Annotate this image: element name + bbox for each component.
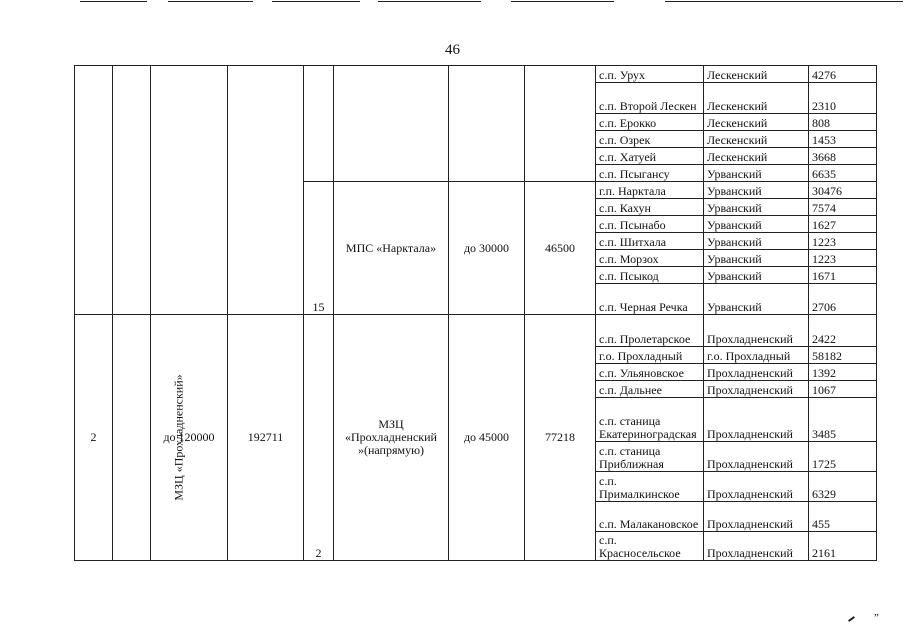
district-cell: Урванский: [704, 284, 809, 315]
settlement-cell: с.п. станица Екатериноградская: [596, 398, 704, 442]
population-cell: 6329: [809, 472, 877, 502]
population-cell: 58182: [809, 347, 877, 364]
row-number-cell: [75, 66, 113, 315]
population-cell: 1453: [809, 131, 877, 148]
row-number-cell: 2: [75, 315, 113, 561]
settlement-cell: с.п. Псыгансу: [596, 165, 704, 182]
population-cell: 2161: [809, 532, 877, 561]
settlement-cell: с.п. Урух: [596, 66, 704, 83]
district-cell: Урванский: [704, 199, 809, 216]
population-cell: 455: [809, 502, 877, 532]
district-cell: Урванский: [704, 250, 809, 267]
zone-name-cell: [113, 66, 151, 315]
population-cell: 2422: [809, 315, 877, 347]
district-cell: Урванский: [704, 165, 809, 182]
population-cell: 3668: [809, 148, 877, 165]
district-cell: Урванский: [704, 233, 809, 250]
signature-mark: [848, 616, 855, 622]
sub-volume-cell: [525, 66, 596, 182]
zone-name-label: МЗЦ «Прохладненский»: [171, 374, 186, 501]
sub-name-cell: МЗЦ «Прохладненский »(напрямую): [334, 315, 449, 561]
population-cell: 6635: [809, 165, 877, 182]
top-rule: [378, 1, 481, 2]
zone-capacity-cell: до 120000: [151, 315, 228, 561]
top-rule: [665, 1, 903, 2]
sub-number-cell: 2: [304, 315, 334, 561]
district-cell: Прохладненский: [704, 532, 809, 561]
sub-name-cell: МПС «Нарктала»: [334, 182, 449, 315]
district-cell: Прохладненский: [704, 364, 809, 381]
district-cell: г.о. Прохладный: [704, 347, 809, 364]
settlement-cell: с.п. Дальнее: [596, 381, 704, 398]
population-cell: 30476: [809, 182, 877, 199]
population-cell: 2706: [809, 284, 877, 315]
settlement-cell: с.п. Кахун: [596, 199, 704, 216]
district-cell: Прохладненский: [704, 472, 809, 502]
district-cell: Урванский: [704, 267, 809, 284]
table-row: [75, 315, 877, 347]
settlement-cell: с.п. Озрек: [596, 131, 704, 148]
settlement-cell: с.п. Хатуей: [596, 148, 704, 165]
district-cell: Прохладненский: [704, 502, 809, 532]
settlement-cell: с.п. Ульяновское: [596, 364, 704, 381]
top-rule: [168, 1, 253, 2]
settlement-cell: г.о. Прохладный: [596, 347, 704, 364]
population-cell: 1392: [809, 364, 877, 381]
sub-capacity-cell: [449, 66, 525, 182]
sub-number-cell: 15: [304, 182, 334, 315]
population-cell: 1725: [809, 442, 877, 472]
sub-volume-cell: 46500: [525, 182, 596, 315]
district-cell: Урванский: [704, 182, 809, 199]
settlement-cell: с.п. Малакановское: [596, 502, 704, 532]
district-cell: Лескенский: [704, 131, 809, 148]
district-cell: Прохладненский: [704, 442, 809, 472]
district-cell: Прохладненский: [704, 398, 809, 442]
settlement-cell: г.п. Нарктала: [596, 182, 704, 199]
settlement-cell: с.п. Ерокко: [596, 114, 704, 131]
settlement-cell: с.п. Псынабо: [596, 216, 704, 233]
sub-capacity-cell: до 45000: [449, 315, 525, 561]
settlement-cell: с.п. Второй Лескен: [596, 83, 704, 114]
top-rule: [80, 1, 147, 2]
top-rule: [511, 1, 614, 2]
population-cell: 7574: [809, 199, 877, 216]
population-cell: 3485: [809, 398, 877, 442]
settlement-cell: с.п. Прималкинское: [596, 472, 704, 502]
population-cell: 1223: [809, 233, 877, 250]
sub-volume-cell: 77218: [525, 315, 596, 561]
zone-volume-cell: [228, 66, 304, 315]
zone-capacity-cell: [151, 66, 228, 315]
district-cell: Лескенский: [704, 83, 809, 114]
table-row: [75, 66, 877, 83]
settlement-cell: с.п. Черная Речка: [596, 284, 704, 315]
district-cell: Прохладненский: [704, 315, 809, 347]
settlement-cell: с.п. Пролетарское: [596, 315, 704, 347]
settlement-cell: с.п. Шитхала: [596, 233, 704, 250]
settlement-cell: с.п. Морзох: [596, 250, 704, 267]
district-cell: Лескенский: [704, 148, 809, 165]
district-cell: Урванский: [704, 216, 809, 233]
district-cell: Лескенский: [704, 66, 809, 83]
population-cell: 1223: [809, 250, 877, 267]
zone-volume-cell: 192711: [228, 315, 304, 561]
settlement-cell: с.п. Красносельское: [596, 532, 704, 561]
district-cell: Лескенский: [704, 114, 809, 131]
signature-mark: ”: [874, 612, 879, 624]
population-cell: 4276: [809, 66, 877, 83]
settlement-cell: с.п. станица Приближная: [596, 442, 704, 472]
page-number: 46: [445, 42, 460, 58]
population-cell: 1067: [809, 381, 877, 398]
zone-name-cell: [113, 315, 186, 561]
population-cell: 1671: [809, 267, 877, 284]
population-cell: 808: [809, 114, 877, 131]
population-cell: 1627: [809, 216, 877, 233]
sub-capacity-cell: до 30000: [449, 182, 525, 315]
top-rule: [272, 1, 360, 2]
district-cell: Прохладненский: [704, 381, 809, 398]
settlements-table: [74, 65, 877, 561]
settlement-cell: с.п. Псыкод: [596, 267, 704, 284]
population-cell: 2310: [809, 83, 877, 114]
sub-number-cell: [304, 66, 334, 182]
sub-name-cell: [334, 66, 449, 182]
